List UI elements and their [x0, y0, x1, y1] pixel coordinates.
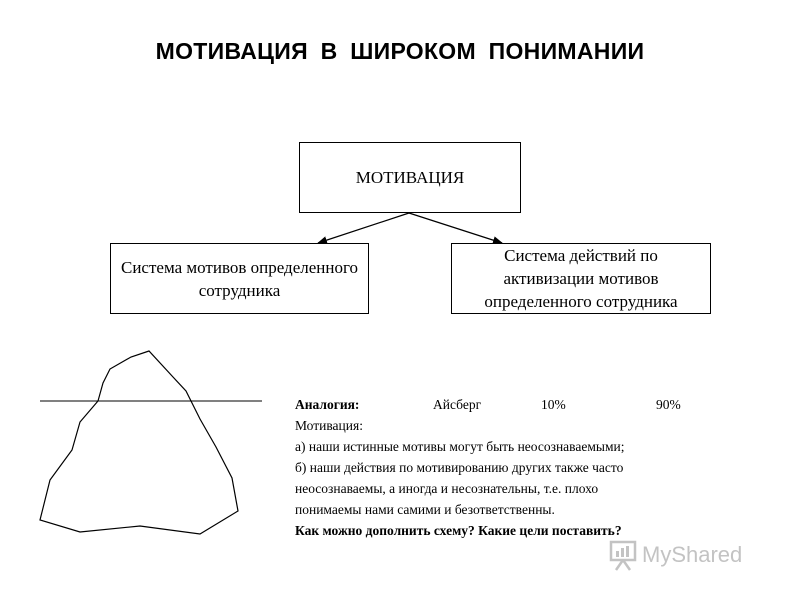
point-b-line3: понимаемы нами самими и безответственны. [295, 502, 555, 517]
motivation-label: Мотивация: [295, 418, 363, 433]
arrow-to-motives [318, 213, 409, 243]
arrow-to-actions [409, 213, 502, 243]
motives-system-box: Система мотивов определенного сотрудника [110, 243, 369, 314]
presentation-icon [608, 539, 638, 571]
question-line: Как можно дополнить схему? Какие цели поставить? [295, 523, 622, 538]
watermark [608, 538, 742, 572]
analogy-above-percent: 10% [541, 397, 566, 412]
watermark-text: MyShared [642, 542, 743, 567]
analogy-row [295, 394, 735, 415]
analogy-item: Айсберг [433, 397, 482, 412]
point-a: а) наши истинные мотивы могут быть неосознаваемыми; [295, 439, 625, 454]
analogy-text [295, 394, 735, 541]
analogy-below-percent: 90% [656, 397, 681, 412]
point-b-line1: б) наши действия по мотивированию других также часто [295, 460, 624, 475]
page-title: МОТИВАЦИЯ В ШИРОКОМ ПОНИМАНИИ [155, 38, 645, 64]
analogy-label: Аналогия: [295, 397, 360, 412]
iceberg-outline [40, 351, 238, 534]
motivation-box: МОТИВАЦИЯ [299, 142, 521, 213]
point-b-line2: неосознаваемы, а иногда и несознательны, т.е. плохо [295, 481, 599, 496]
actions-system-box: Система действий по активизации мотивов определенного сотрудника [451, 243, 711, 314]
